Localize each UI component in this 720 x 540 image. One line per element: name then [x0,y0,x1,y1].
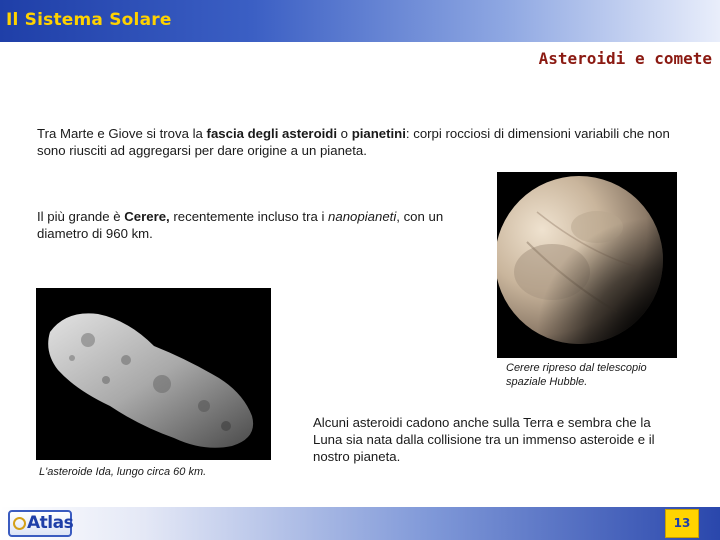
atlas-logo [8,510,72,537]
paragraph-ceres [37,208,457,242]
ida-image [36,288,271,460]
page-number: 13 [665,509,699,538]
paragraph-asteroid-belt [37,125,682,159]
header-bar [0,0,720,42]
footer-bar [0,507,720,540]
ceres-image [497,172,677,358]
ceres-illustration [497,172,677,358]
text-span: Il più grande è [37,209,125,224]
text-span: recentemente incluso tra i [169,209,329,224]
italic-term-nanopianeti: nanopianeti [328,209,397,224]
text-span: o [337,126,352,141]
paragraph-moon-origin: Alcuni asteroidi cadono anche sulla Terra e sembra che la Luna sia nata dalla collisione tra un immenso asteroide e il nostro pianeta. [313,415,655,464]
text-span: Tra Marte e Giove si trova la [37,126,207,141]
ida-caption: L'asteroide Ida, lungo circa 60 km. [39,466,207,478]
bold-term-pianetini: pianetini [351,126,406,141]
section-title: Asteroidi e comete [538,49,712,68]
logo-text: Atlas [27,513,74,533]
text-span: , con un diametro di 960 km. [37,209,444,241]
logo-ring-icon [13,517,26,530]
ceres-caption: Cerere ripreso dal telescopio spaziale Hubble. [506,362,647,388]
bold-term-cerere: Cerere, [124,209,170,224]
header-title: Il Sistema Solare [6,10,172,30]
ida-illustration [36,288,271,460]
bold-term-asteroid-belt: fascia degli asteroidi [206,126,338,141]
text-span: : corpi rocciosi di dimensioni variabili che non sono riusciti ad aggregarsi per dare origine a un pianeta. [37,126,670,158]
